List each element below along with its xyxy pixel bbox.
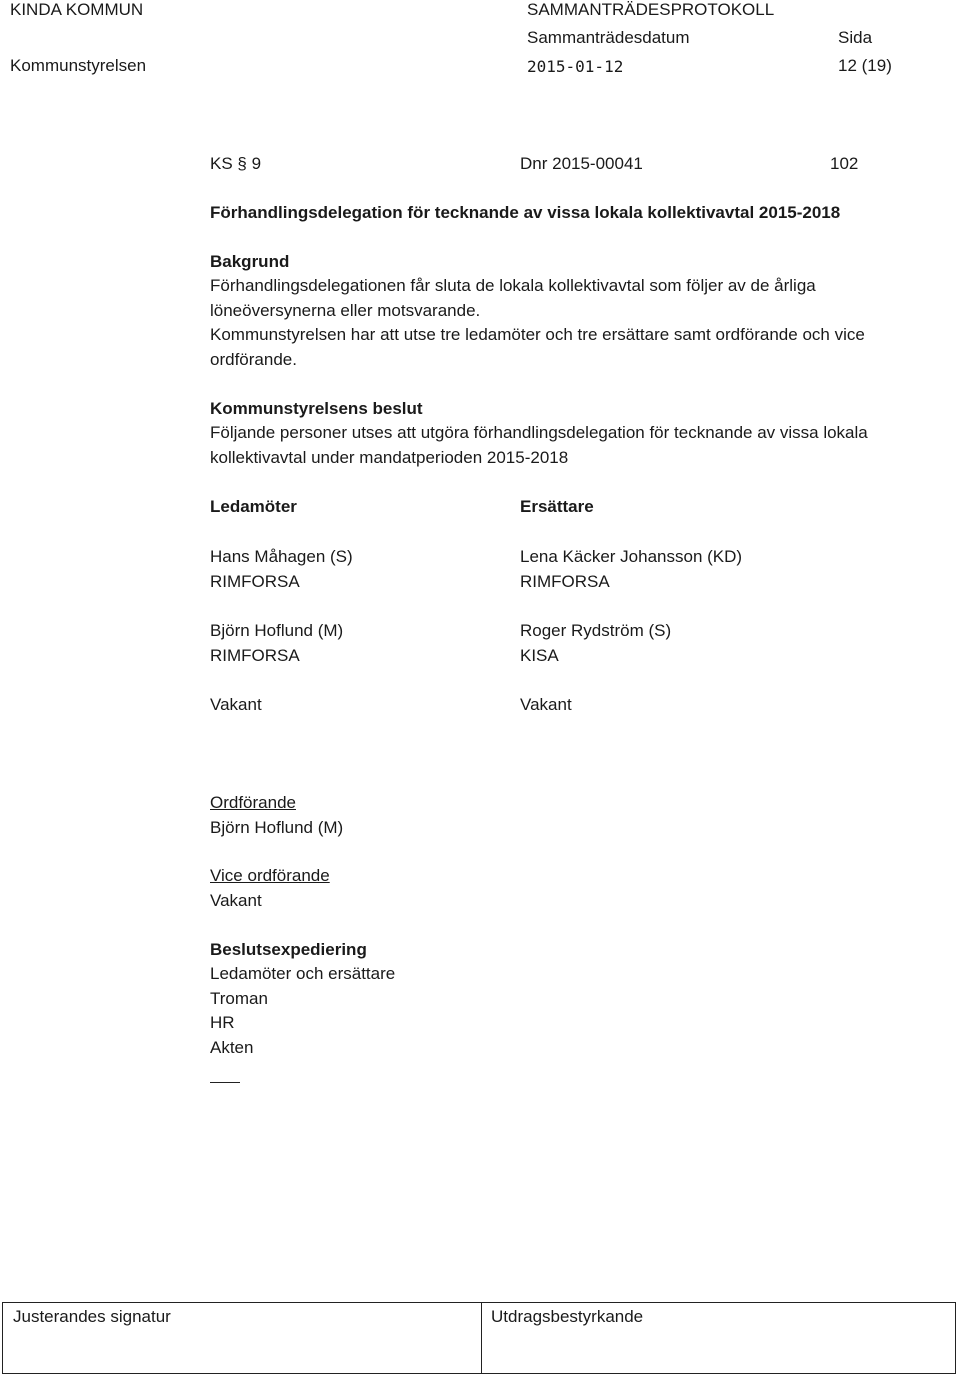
document-type: SAMMANTRÄDESPROTOKOLL bbox=[527, 0, 775, 19]
background-line: Kommunstyrelsen har att utse tre ledamöter och tre ersättare samt ordförande och vice bbox=[210, 325, 865, 344]
dispatch-heading: Beslutsexpediering bbox=[210, 940, 367, 959]
vice-chair-value: Vakant bbox=[210, 891, 262, 910]
member-name: Björn Hoflund (M) bbox=[210, 621, 344, 640]
dispatch-item: Troman bbox=[210, 989, 268, 1008]
member-org: RIMFORSA bbox=[210, 646, 300, 665]
case-title: Förhandlingsdelegation för tecknande av vissa lokala kollektivavtal 2015-2018 bbox=[210, 203, 841, 222]
org-name: KINDA KOMMUN bbox=[10, 0, 144, 19]
substitute-name: Roger Rydström (S) bbox=[520, 621, 672, 640]
background-heading: Bakgrund bbox=[210, 252, 290, 271]
members-heading: Ledamöter bbox=[210, 497, 297, 516]
member-name: Hans Måhagen (S) bbox=[210, 547, 353, 566]
case-ref: KS § 9 bbox=[210, 154, 262, 173]
decision-line: kollektivavtal under mandatperioden 2015-2018 bbox=[210, 448, 569, 467]
chair-value: Björn Hoflund (M) bbox=[210, 818, 344, 837]
case-number: 102 bbox=[830, 154, 859, 173]
certification-label: Utdragsbestyrkande bbox=[491, 1307, 644, 1326]
substitute-org: KISA bbox=[520, 646, 559, 665]
background-line: Förhandlingsdelegationen får sluta de lokala kollektivavtal som följer av de årliga bbox=[210, 276, 816, 295]
end-rule bbox=[210, 1082, 240, 1083]
footer-divider bbox=[481, 1303, 482, 1373]
substitute-org: RIMFORSA bbox=[520, 572, 610, 591]
page-number: 12 (19) bbox=[838, 56, 892, 75]
dispatch-item: HR bbox=[210, 1013, 235, 1032]
dispatch-item: Akten bbox=[210, 1038, 254, 1057]
date-label: Sammanträdesdatum bbox=[527, 28, 690, 47]
substitute-name: Lena Käcker Johansson (KD) bbox=[520, 547, 743, 566]
board-name: Kommunstyrelsen bbox=[10, 56, 147, 75]
signature-label: Justerandes signatur bbox=[13, 1307, 171, 1326]
member-name: Vakant bbox=[210, 695, 262, 714]
substitutes-heading: Ersättare bbox=[520, 497, 594, 516]
decision-heading: Kommunstyrelsens beslut bbox=[210, 399, 423, 418]
vice-chair-label: Vice ordförande bbox=[210, 866, 330, 885]
signature-footer bbox=[2, 1302, 956, 1374]
member-org: RIMFORSA bbox=[210, 572, 300, 591]
background-line: löneöversynerna eller motsvarande. bbox=[210, 301, 481, 320]
background-line: ordförande. bbox=[210, 350, 297, 369]
dispatch-item: Ledamöter och ersättare bbox=[210, 964, 396, 983]
case-dnr: Dnr 2015-00041 bbox=[520, 154, 643, 173]
chair-label: Ordförande bbox=[210, 793, 296, 812]
meeting-date: 2015-01-12 bbox=[527, 57, 624, 76]
decision-line: Följande personer utses att utgöra förhandlingsdelegation för tecknande av vissa lokala bbox=[210, 423, 868, 442]
page-label: Sida bbox=[838, 28, 873, 47]
substitute-name: Vakant bbox=[520, 695, 572, 714]
